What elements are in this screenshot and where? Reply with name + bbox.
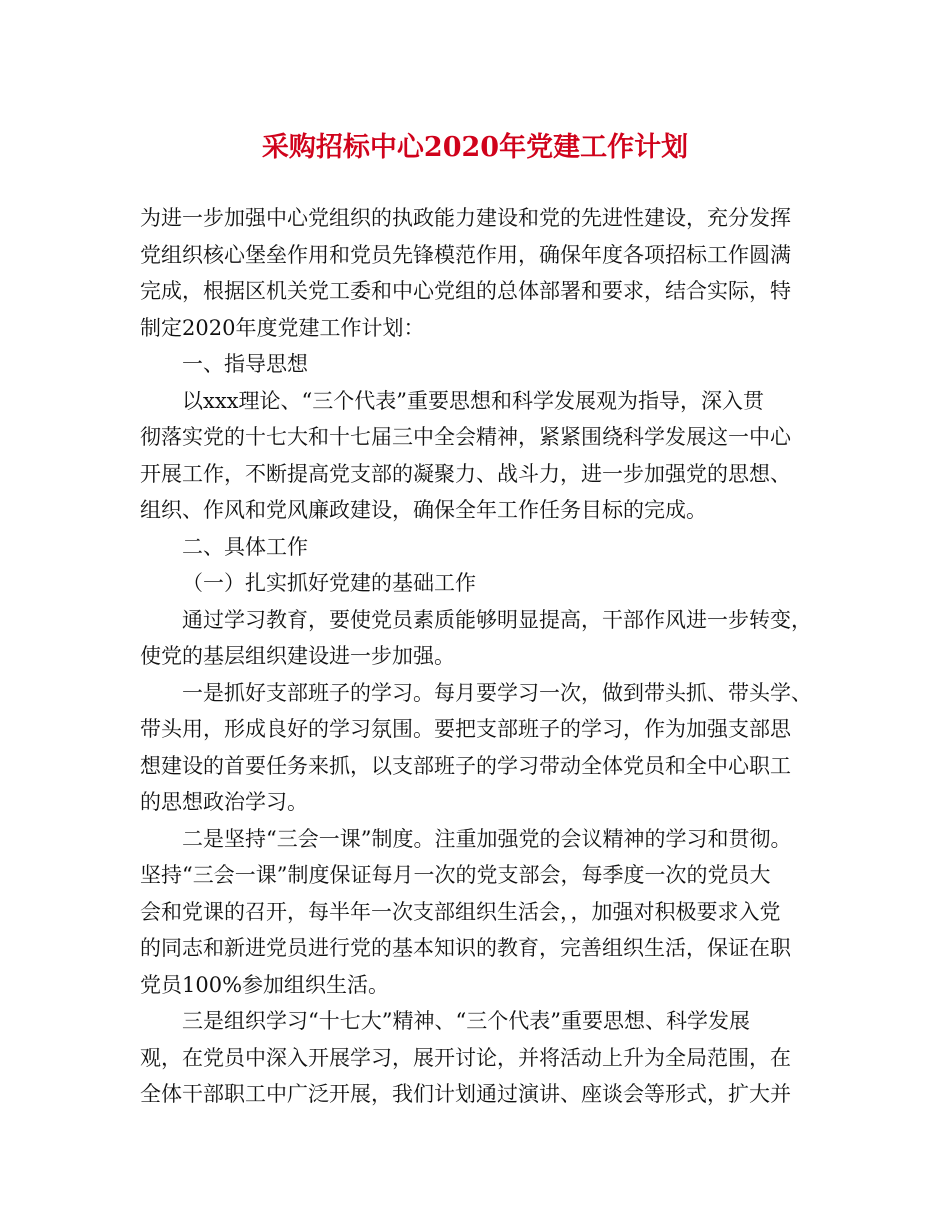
body-line: 党员100%参加组织生活。: [140, 972, 390, 997]
body-line: 组织、作风和党风廉政建设，确保全年工作任务目标的完成。: [140, 498, 707, 522]
body-line: 坚持“三会一课”制度保证每月一次的党支部会，每季度一次的党员大: [140, 863, 771, 887]
body-line: 党组织核心堡垒作用和党员先锋模范作用，确保年度各项招标工作圆满: [140, 242, 791, 267]
document-body: [140, 200, 816, 1113]
body-line: 二是坚持“三会一课”制度。注重加强党的会议精神的学习和贯彻。: [182, 826, 792, 851]
body-line: 一是抓好支部班子的学习。每月要学习一次，做到带头抓、带头学、: [182, 680, 812, 705]
body-line: 的同志和新进党员进行党的基本知识的教育，完善组织生活，保证在职: [140, 936, 791, 960]
body-line: 通过学习教育，要使党员素质能够明显提高，干部作风进一步转变，: [182, 607, 812, 632]
body-line: 的思想政治学习。: [140, 790, 308, 814]
body-line: 使党的基层组织建设进一步加强。: [140, 644, 455, 668]
body-line: 开展工作，不断提高党支部的凝聚力、战斗力，进一步加强党的思想、: [140, 461, 791, 486]
body-line: 为进一步加强中心党组织的执政能力建设和党的先进性建设，充分发挥: [140, 206, 791, 230]
body-line: 二、具体工作: [182, 534, 308, 559]
body-line: 完成，根据区机关党工委和中心党组的总体部署和要求，结合实际，特: [140, 279, 791, 303]
body-line: 想建设的首要任务来抓，以支部班子的学习带动全体党员和全中心职工: [140, 753, 791, 778]
body-line: （一）扎实抓好党建的基础工作: [182, 571, 476, 595]
body-line: 会和党课的召开，每半年一次支部组织生活会，，加强对积极要求入党: [140, 899, 781, 924]
body-line: 制定2020年度党建工作计划：: [140, 315, 425, 340]
body-line: 以xxx理论、“三个代表”重要思想和科学发展观为指导，深入贯: [182, 388, 764, 413]
body-line: 彻落实党的十七大和十七届三中全会精神，紧紧围绕科学发展这一中心: [140, 425, 791, 449]
body-line: 三是组织学习“十七大”精神、“三个代表”重要思想、科学发展: [182, 1009, 750, 1033]
body-line: 全体干部职工中广泛开展，我们计划通过演讲、座谈会等形式，扩大并: [140, 1082, 791, 1106]
body-line: 带头用，形成良好的学习氛围。要把支部班子的学习，作为加强支部思: [140, 717, 791, 741]
document-title: 采购招标中心2020年党建工作计划: [261, 132, 689, 163]
body-line: 一、指导思想: [182, 352, 308, 376]
body-line: 观，在党员中深入开展学习，展开讨论，并将活动上升为全局范围，在: [140, 1045, 791, 1070]
